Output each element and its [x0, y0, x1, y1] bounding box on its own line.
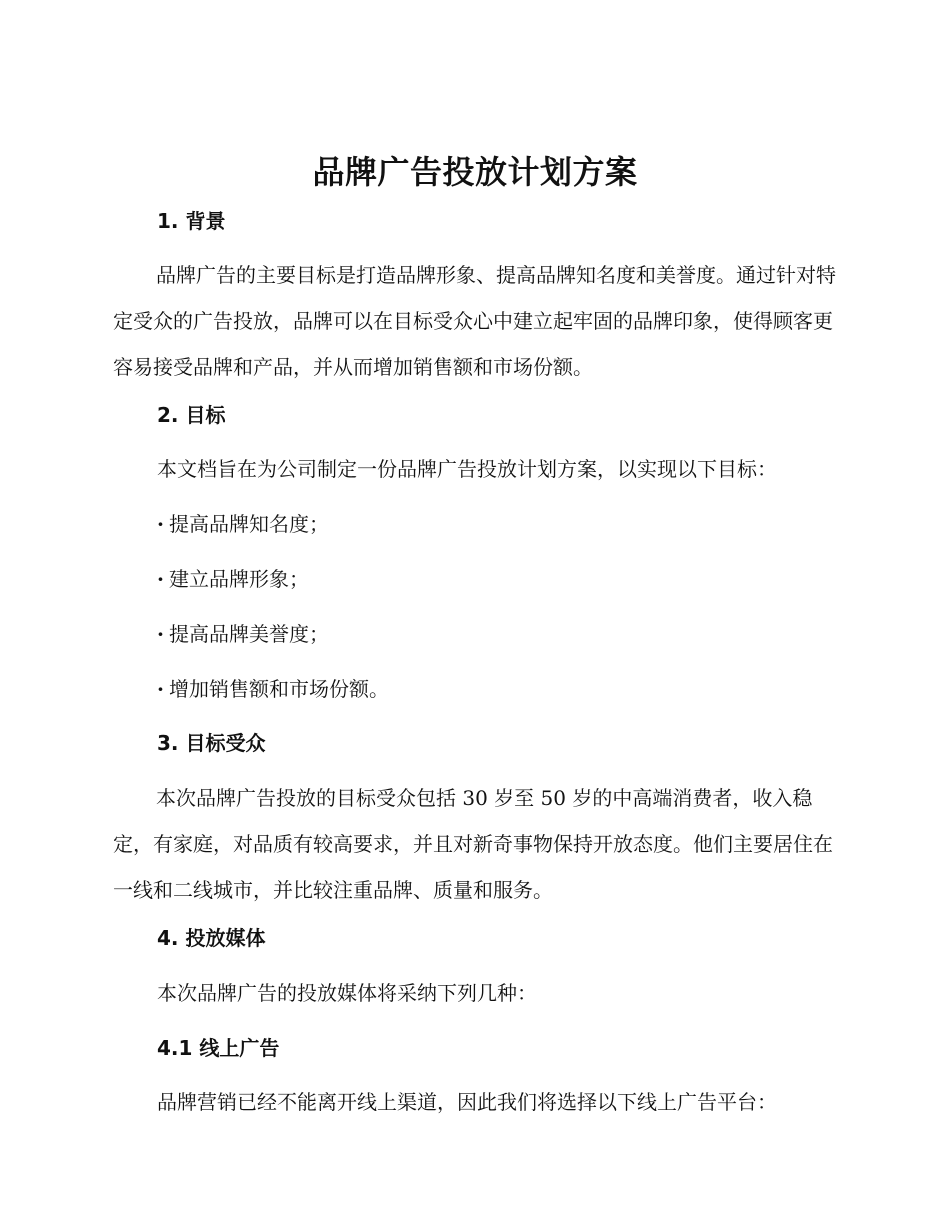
goal-bullet-item [157, 620, 329, 648]
goal-bullet-item [157, 565, 309, 593]
online-intro: 品牌营销已经不能离开线上渠道，因此我们将选择以下线上广告平台： [157, 1090, 777, 1114]
bullet-dot: · [157, 677, 164, 701]
goal-bullet-text: 提高品牌美誉度； [169, 622, 329, 646]
goal-bullet-text: 建立品牌形象； [169, 567, 309, 591]
section-heading-audience: 3. 目标受众 [157, 731, 266, 755]
goals-intro: 本文档旨在为公司制定一份品牌广告投放计划方案，以实现以下目标： [157, 457, 777, 481]
goal-bullet-item [157, 510, 329, 538]
bullet-dot: · [157, 567, 164, 591]
background-paragraph: 品牌广告的主要目标是打造品牌形象、提高品牌知名度和美誉度。通过针对特定受众的广告投放，品牌可以在目标受众心中建立起牢固的品牌印象，使得顾客更容易接受品牌和产品，并从而增加销售额和市场份额。 [113, 263, 836, 379]
document-title: 品牌广告投放计划方案 [312, 153, 638, 191]
goal-bullet-text: 增加销售额和市场份额。 [169, 677, 389, 701]
section-heading-goals: 2. 目标 [157, 403, 226, 427]
goal-bullet-text: 提高品牌知名度； [169, 512, 329, 536]
section-heading-background: 1. 背景 [157, 209, 226, 233]
section-heading-online: 4.1 线上广告 [157, 1036, 280, 1060]
bullet-dot: · [157, 512, 164, 536]
bullet-dot: · [157, 622, 164, 646]
section-heading-media: 4. 投放媒体 [157, 926, 266, 950]
media-intro: 本次品牌广告的投放媒体将采纳下列几种： [157, 981, 537, 1005]
audience-paragraph: 本次品牌广告投放的目标受众包括 30 岁至 50 岁的中高端消费者，收入稳定，有家庭，对品质有较高要求，并且对新奇事物保持开放态度。他们主要居住在一线和二线城市，并比较注重品牌、质量和服务。 [113, 786, 833, 902]
goal-bullet-item [157, 675, 389, 703]
